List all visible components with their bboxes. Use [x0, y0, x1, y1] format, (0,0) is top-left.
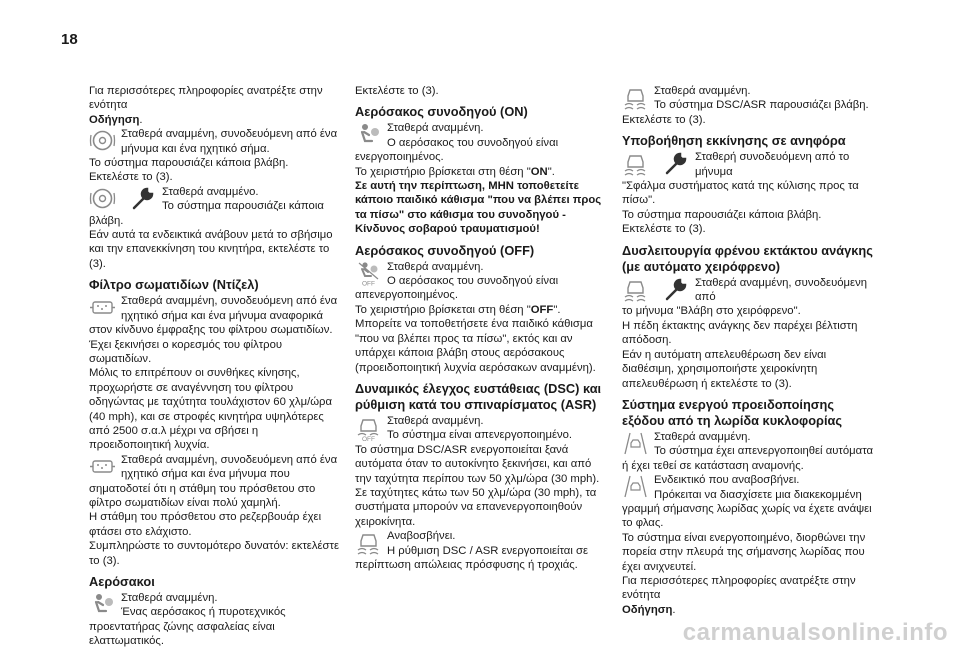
- airbag-off-text-4: Μπορείτε να τοποθετήσετε ένα παιδικό κάθισμα "που να βλέπει προς τα πίσω", εκτός και αν υπάρχει κάποια βλάβη στους αερόσακους (προειδοποιητική λυχνία αερόσακων αναμμένη).: [355, 318, 596, 374]
- dsc-off-block: [355, 414, 606, 529]
- steering-wheel-icon: [89, 127, 116, 154]
- switch-pos-off: OFF: [530, 303, 554, 316]
- dsc-fault-text-1: Σταθερά αναμμένη.: [654, 85, 751, 97]
- lane-text-3: Ενδεικτικό που αναβοσβήνει.: [654, 474, 800, 487]
- particle-filter-icon: [89, 453, 116, 480]
- dpf-text-7: Η στάθμη του πρόσθετου στο ρεζερβουάρ έχει φτάσει στο ελάχιστο.: [89, 511, 322, 538]
- dsc-text-5: Αναβοσβήνει.: [387, 530, 456, 543]
- dsc-off-label: OFF: [362, 435, 375, 441]
- airbag-on-block: [355, 121, 606, 236]
- dsc-fault-block: [622, 84, 878, 127]
- dpf-text-8: Συμπληρώστε το συντομότερο δυνατόν: εκτελέστε το (3).: [89, 540, 339, 567]
- steering-service-text-2: Το σύστημα παρουσιάζει κάποια βλάβη.: [89, 200, 324, 227]
- airbag-off-text-3: [355, 303, 606, 317]
- particle-filter-icon: [89, 294, 116, 321]
- lane-block-1: [622, 430, 878, 473]
- hill-start-block: [622, 150, 878, 236]
- airbag-block: [89, 591, 340, 649]
- airbag-on-text-3: [355, 165, 606, 179]
- switch-pos-suffix: ".: [553, 303, 561, 316]
- switch-pos-on: ON: [530, 165, 548, 178]
- airbag-icon: [89, 591, 116, 618]
- airbag-off-block: [355, 260, 606, 375]
- steering-text-3: Το σύστημα παρουσιάζει κάποια βλάβη.: [89, 157, 289, 170]
- dsc-text-3: Το σύστημα DSC/ASR ενεργοποιείται ξανά αυτόματα όταν το αυτοκίνητο ξεκινήσει, και από την ταχύτητα περίπου των 50 χλμ/ώρα (30 mph).: [355, 443, 600, 485]
- brake-text-2: το μήνυμα "Βλάβη στο χειρόφρενο".: [622, 305, 801, 318]
- watermark: carmanualsonline.info: [682, 619, 948, 646]
- hill-start-icons: [622, 150, 690, 177]
- lane-text-6: Για περισσότερες πληροφορίες ανατρέξτε στην ενότητα: [622, 574, 856, 602]
- steering-wheel-icon: [89, 185, 116, 212]
- dsc-text-2: Το σύστημα είναι απενεργοποιημένο.: [387, 429, 573, 442]
- hill-start-heading: Υποβοήθηση εκκίνησης σε ανηφόρα: [622, 133, 846, 149]
- dsc-skid-icon: [622, 84, 649, 111]
- wrench-icon: [662, 276, 689, 303]
- ref-end: .: [672, 603, 676, 616]
- lane-assist-heading: Σύστημα ενεργού προειδοποίησης εξόδου από τη λωρίδα κυκλοφορίας: [622, 396, 843, 428]
- dsc-fault-text-3: Εκτελέστε το (3).: [622, 113, 706, 126]
- hill-text-3: Το σύστημα παρουσιάζει κάποια βλάβη.: [622, 208, 822, 221]
- lane-text-2: Το σύστημα έχει απενεργοποιηθεί αυτόματα ή έχει τεθεί σε κατάσταση αναμονής.: [622, 445, 874, 472]
- brake-text-1: Σταθερά αναμμένη, συνοδευόμενη από: [695, 276, 868, 304]
- off-icon-label: OFF: [362, 280, 375, 287]
- passenger-airbag-off-icon: [355, 260, 382, 287]
- driving-section-ref: Οδήγηση: [622, 603, 673, 616]
- brake-text-3: Η πέδη έκτακτης ανάγκης δεν παρέχει βέλτιστη απόδοση.: [622, 319, 858, 347]
- wrench-icon: [662, 150, 689, 177]
- dpf-text-5: Σταθερά αναμμένη, συνοδευόμενη από ένα: [121, 453, 338, 466]
- dsc-text-1: Σταθερά αναμμένη.: [387, 414, 484, 427]
- intro-line: Για περισσότερες πληροφορίες ανατρέξτε στην ενότητα: [89, 85, 323, 112]
- dsc-text-4: Σε ταχύτητες κάτω των 50 χλμ/ώρα (30 mph), τα συστήματα μπορούν να επανενεργοποιηθούν χειροκίνητα.: [355, 486, 597, 528]
- emergency-brake-block: [622, 276, 878, 391]
- steering-text-4: Εκτελέστε το (3).: [89, 171, 173, 184]
- page-number: 18: [61, 31, 78, 48]
- steering-text-1: Σταθερά αναμμένη, συνοδευόμενη από ένα: [121, 128, 338, 141]
- lane-text-1: Σταθερά αναμμένη.: [654, 430, 751, 443]
- column-2: [355, 84, 606, 572]
- steering-warning-block: [89, 127, 340, 185]
- steering-service-block: [89, 185, 340, 271]
- dsc-skid-icon: [622, 276, 649, 303]
- dsc-off-icon: [355, 414, 382, 441]
- column-1: [89, 84, 340, 649]
- airbag-on-text-1: Σταθερά αναμμένη.: [387, 122, 484, 135]
- service-text: Εκτελέστε το (3).: [355, 85, 439, 97]
- hill-text-2: "Σφάλμα συστήματος κατά της κύλισης προς τα πίσω".: [622, 180, 859, 207]
- dpf-heading: Φίλτρο σωματιδίων (Ντίζελ): [89, 277, 259, 293]
- dpf-block-2: [89, 453, 340, 568]
- lane-departure-icon: [622, 430, 649, 457]
- emergency-brake-icons: [622, 276, 690, 303]
- dsc-skid-icon: [355, 529, 382, 556]
- dpf-text-2: ηχητικό σήμα και ένα μήνυμα αναφορικά στον κίνδυνο έμφραξης του φίλτρου σωματιδίων.: [89, 309, 333, 337]
- airbag-text-2: Ένας αερόσακος ή πυροτεχνικός προεντατήρας ζώνης ασφαλείας είναι ελαττωματικός.: [89, 606, 286, 648]
- passenger-airbag-off-heading: Αερόσακος συνοδηγού (OFF): [355, 242, 535, 258]
- dsc-fault-text-2: Το σύστημα DSC/ASR παρουσιάζει βλάβη.: [654, 99, 869, 112]
- intro-end: .: [139, 113, 143, 126]
- switch-pos-prefix: Το χειριστήριο βρίσκεται στη θέση ": [355, 303, 531, 316]
- dpf-block-1: [89, 294, 340, 452]
- dsc-active-block: [355, 529, 606, 572]
- hill-text-1: Σταθερή συνοδευόμενη από το μήνυμα: [695, 151, 850, 178]
- airbag-on-text-2: Ο αερόσακος του συνοδηγού είναι ενεργοποιημένος.: [355, 136, 559, 164]
- intro-text: [89, 84, 340, 127]
- brake-text-4: Εάν η αυτόματη απελευθέρωση δεν είναι διαθέσιμη, χρησιμοποιήστε χειροκίνητη απελευθέρωση ή εκτελέστε το (3).: [622, 348, 827, 390]
- switch-pos-suffix: ".: [547, 165, 555, 178]
- dpf-text-3: Έχει ξεκινήσει ο κορεσμός του φίλτρου σωματιδίων.: [89, 338, 283, 365]
- airbags-heading: Αερόσακοι: [89, 574, 155, 589]
- lane-block-2: [622, 473, 878, 617]
- child-seat-warning: Σε αυτή την περίπτωση, ΜΗΝ τοποθετείτε κάποιο παιδικό κάθισμα "που να βλέπει προς τα πίσω" στο κάθισμα του συνοδηγού - Κίνδυνος σοβαρού τραυματισμού!: [355, 180, 602, 236]
- dsc-text-6: Η ρύθμιση DSC / ASR ενεργοποιείται σε περίπτωση απώλειας πρόσφυσης ή τροχιάς.: [355, 544, 588, 571]
- dpf-text-1: Σταθερά αναμμένη, συνοδευόμενη από ένα: [121, 295, 338, 308]
- dpf-text-4: Μόλις το επιτρέπουν οι συνθήκες κίνησης, προχωρήστε σε αναγέννηση του φίλτρου οδηγώντας με ταχύτητα τουλάχιστον 60 χλμ/ώρα (40 mph), και σε στροφές κινητήρα υψηλότερες από 2500 σ.α.λ μέχρι να σβήσει η προειδοποιητική λυχνία.: [89, 367, 332, 452]
- dsc-skid-icon: [622, 150, 649, 177]
- wrench-icon: [129, 185, 156, 212]
- steering-service-icons: [89, 185, 157, 212]
- lane-departure-icon: [622, 473, 649, 500]
- column-3: [622, 84, 878, 617]
- airbag-off-text-2: Ο αερόσακος του συνοδηγού είναι απενεργοποιημένος.: [355, 275, 559, 302]
- passenger-airbag-on-heading: Αερόσακος συνοδηγού (ON): [355, 104, 528, 120]
- lane-text-7: [622, 603, 878, 617]
- driving-section-ref: Οδήγηση: [89, 113, 140, 126]
- steering-service-text-3: Εάν αυτά τα ενδεικτικά ανάβουν μετά το σβήσιμο και την επανεκκίνηση του κινητήρα, εκτελέστε το (3).: [89, 229, 333, 270]
- airbag-text-1: Σταθερά αναμμένη.: [121, 592, 218, 604]
- airbag-off-text-1: Σταθερά αναμμένη.: [387, 260, 484, 273]
- dsc-heading: Δυναμικός έλεγχος ευστάθειας (DSC) και ρύθμιση κατά του σπιναρίσματος (ASR): [355, 380, 602, 412]
- steering-text-2: μήνυμα και ένα ηχητικό σήμα.: [121, 142, 270, 155]
- passenger-airbag-on-icon: [355, 121, 382, 148]
- emergency-brake-heading: Δυσλειτουργία φρένου εκτάκτου ανάγκης (με αυτόματο χειρόφρενο): [622, 242, 873, 274]
- lane-text-5: Το σύστημα είναι ενεργοποιημένο, διορθώνει την πορεία στην πλευρά της σήμανσης λωρίδας που έχει ανιχνευτεί.: [622, 531, 866, 573]
- steering-service-text-1: Σταθερά αναμμένο.: [162, 185, 259, 198]
- dpf-text-6: ηχητικό σήμα και ένα μήνυμα που σηματοδοτεί ότι η στάθμη του πρόσθετου στο φίλτρο σωματιδίων είναι πολύ χαμηλή.: [89, 468, 316, 509]
- lane-text-4: Πρόκειται να διασχίσετε μια διακεκομμένη γραμμή σήμανσης λωρίδας χωρίς να έχετε ανάψει το φλας.: [622, 488, 872, 530]
- hill-text-4: Εκτελέστε το (3).: [622, 223, 706, 236]
- switch-pos-prefix: Το χειριστήριο βρίσκεται στη θέση ": [355, 165, 531, 178]
